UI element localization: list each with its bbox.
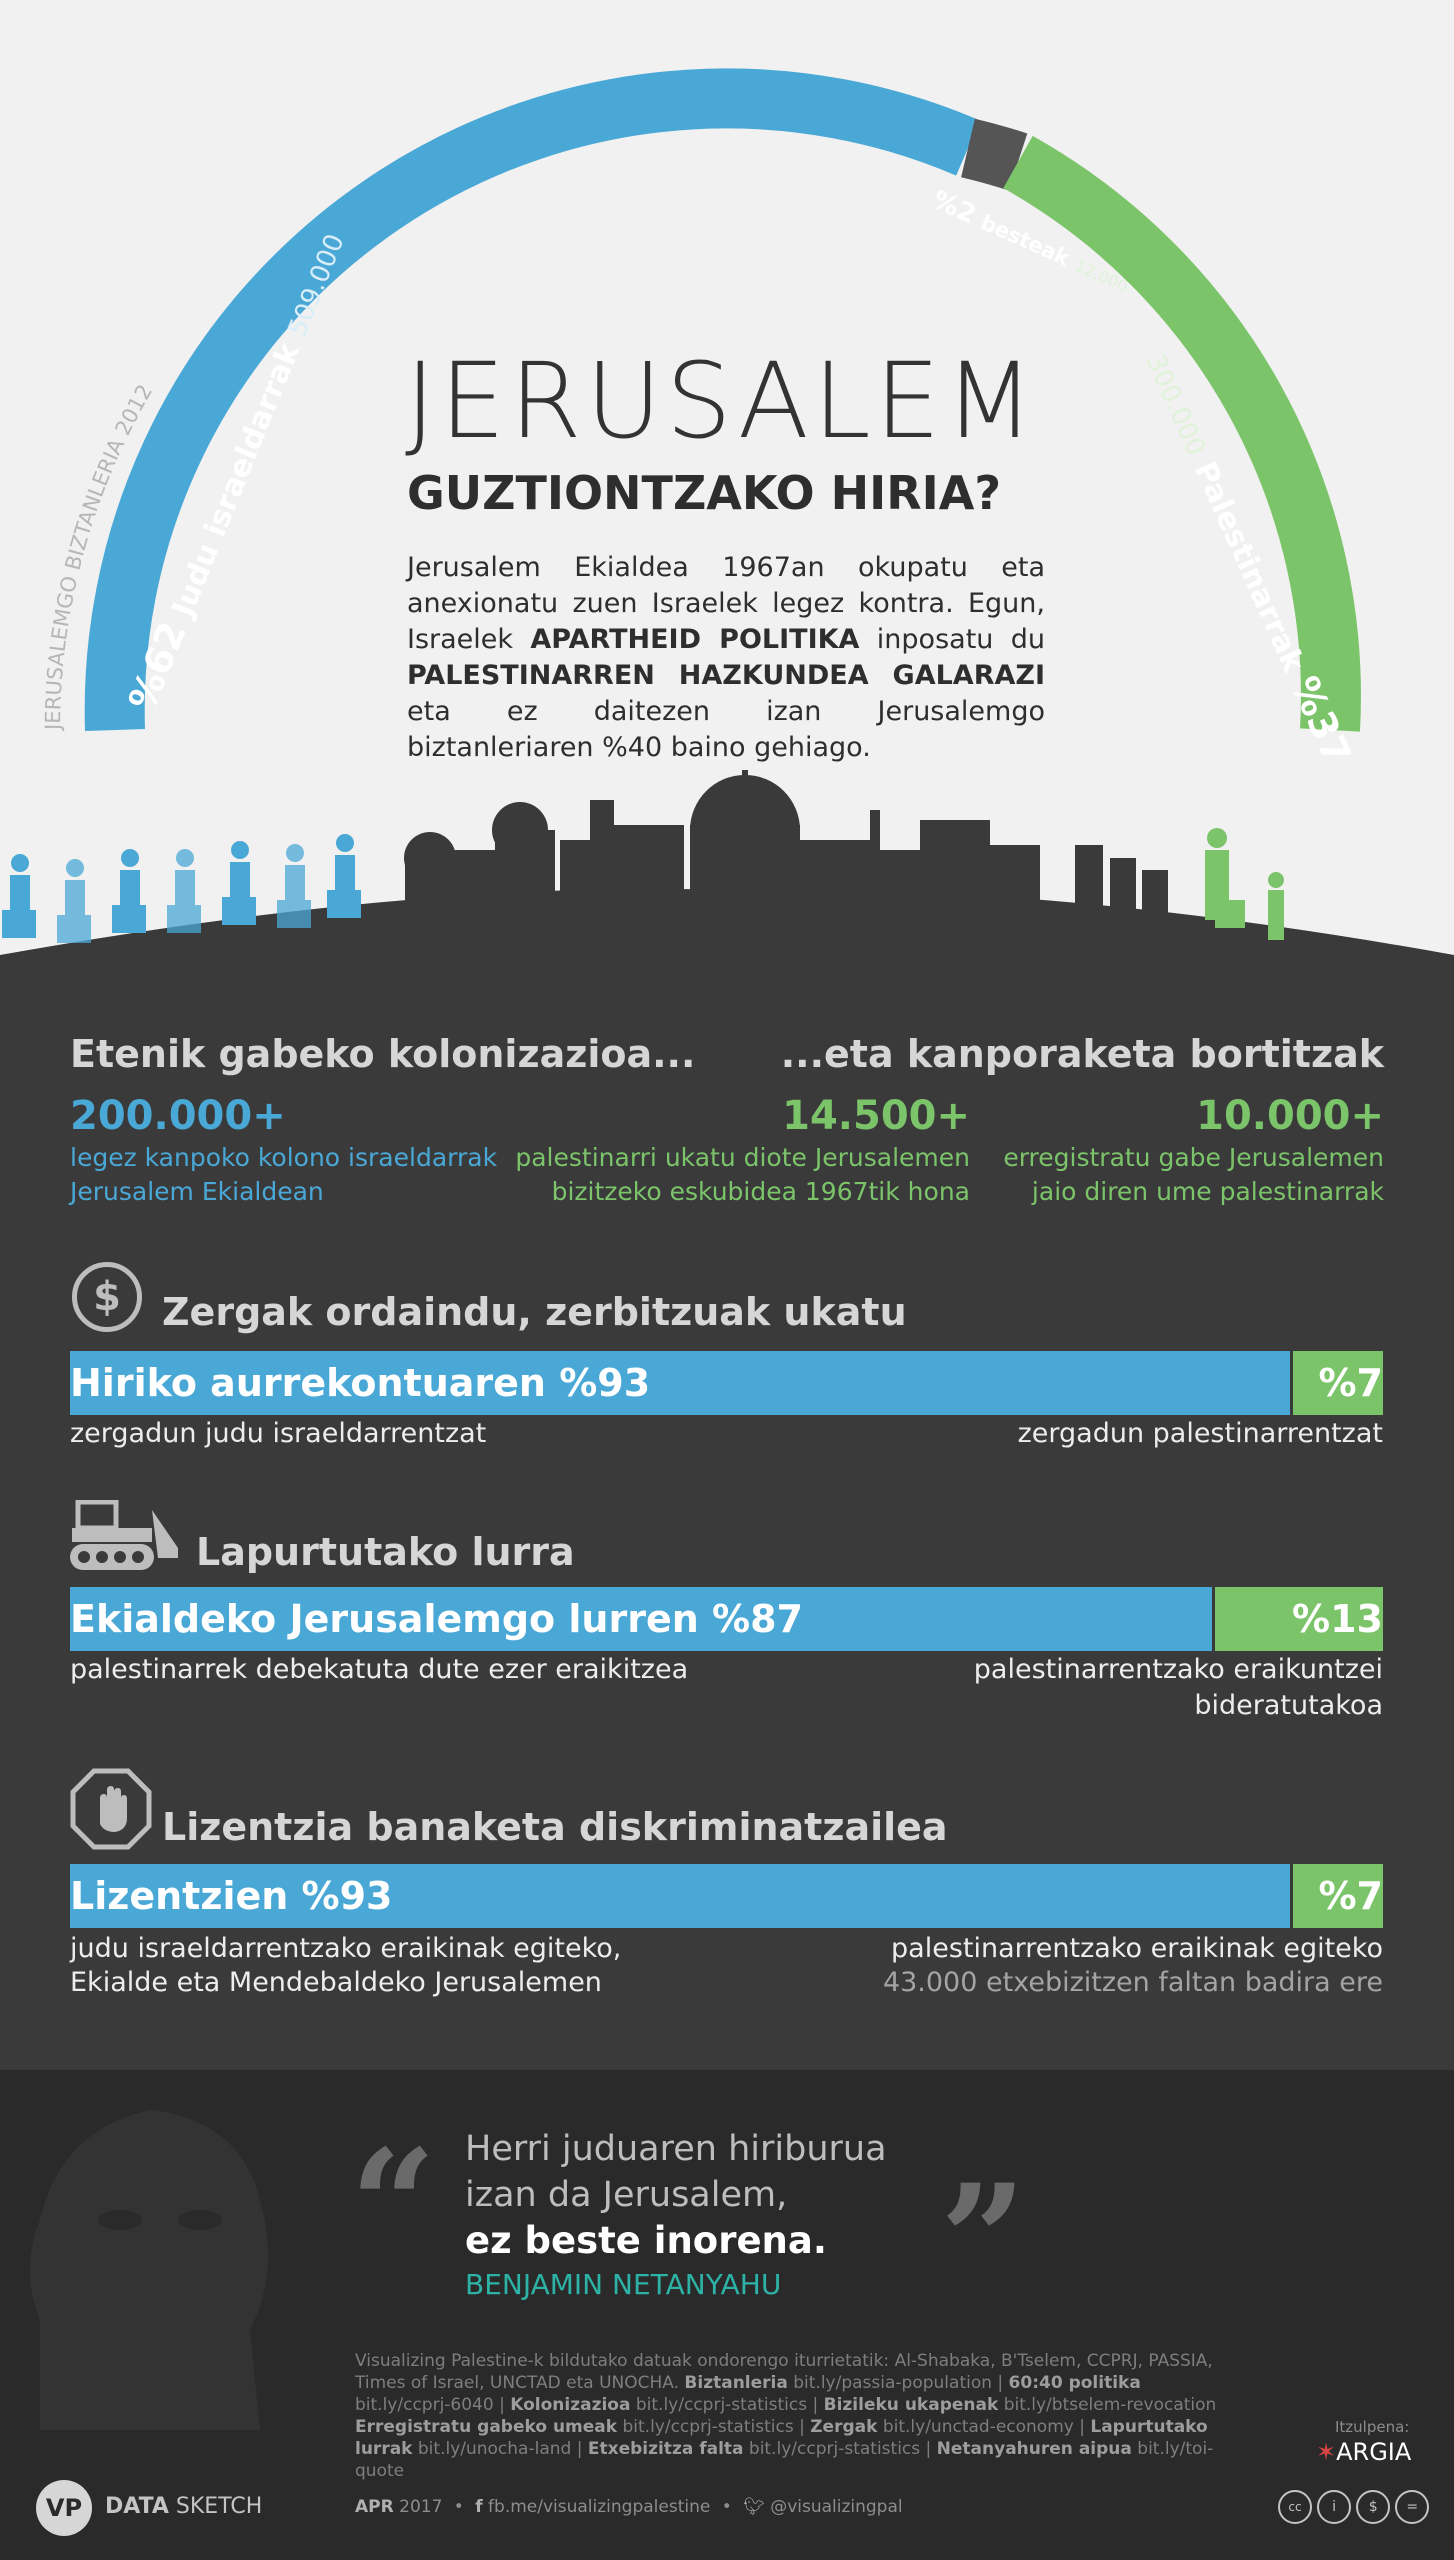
stat-residency-line1: palestinarri ukatu diote Jerusalemen [515, 1143, 970, 1172]
stat-settlers-line2: Jerusalem Ekialdean [70, 1177, 324, 1206]
top-section [0, 0, 1454, 1060]
quote-author: BENJAMIN NETANYAHU [465, 2268, 782, 2301]
stat-settlers-value: 200.000+ [70, 1093, 286, 1139]
nd-icon: = [1395, 2490, 1429, 2524]
data-sketch-brand: DATA SKETCH [105, 2494, 263, 2519]
arc-left-label: %62 Judu israeldarrak 509.000 [120, 229, 351, 717]
publication-info: APR 2017 • f fb.me/visualizingpalestine • 🐦︎ @visualizingpal [355, 2497, 903, 2517]
open-quote-icon: “ [350, 2117, 437, 2293]
facebook-link[interactable]: fb.me/visualizingpalestine [488, 2497, 711, 2517]
palestinian-figures [1205, 828, 1284, 940]
argia-logo: ✶ARGIA [1316, 2438, 1412, 2466]
stat-children-value: 10.000+ [1196, 1093, 1384, 1139]
permits-right-caption1: palestinarrentzako eraikinak egiteko [891, 1933, 1383, 1964]
colonization-heading: Etenik gabeko kolonizazioa... [70, 1032, 696, 1076]
land-bar-label: Ekialdeko Jerusalemgo lurren %87 [70, 1597, 803, 1641]
quote-line1: Herri juduaren hiriburua [465, 2129, 887, 2169]
cc-license-icons [1278, 2490, 1429, 2524]
settlers-figures [2, 834, 361, 943]
stat-settlers-line1: legez kanpoko kolono israeldarrak [70, 1143, 498, 1172]
stat-children-line1: erregistratu gabe Jerusalemen [1003, 1143, 1384, 1172]
cc-icon: cc [1278, 2490, 1312, 2524]
land-heading: Lapurtutako lurra [196, 1530, 575, 1574]
page-title: JERUSALEM [405, 340, 1039, 462]
permits-left-caption1: judu israeldarrentzako eraikinak egiteko, [70, 1933, 622, 1964]
quote-line2: izan da Jerusalem, [465, 2175, 788, 2215]
stat-residency-line2: bizitzeko eskubidea 1967tik hona [551, 1177, 970, 1206]
stat-residency-value: 14.500+ [782, 1093, 970, 1139]
intro-paragraph: Jerusalem Ekialdea 1967an okupatu eta anexionatu zuen Israelek legez kontra. Egun, Israelek APARTHEID POLITIKA inposatu du PALESTINARREN HAZKUNDEA GALARAZI eta ez daitezen izan Jerusalemgo biztanleriaren %40 baino gehiago. [407, 552, 1045, 763]
vp-logo: VP [36, 2480, 92, 2536]
arc-right-label: 300.000 Palestinarrak %37 [1139, 349, 1360, 771]
by-icon: i [1317, 2490, 1351, 2524]
land-small-label: %13 [1292, 1597, 1383, 1641]
permits-bar-label: Lizentzien %93 [70, 1874, 393, 1918]
permits-left-caption2: Ekialde eta Mendebaldeko Jerusalemen [70, 1967, 602, 1998]
close-quote-icon: ” [940, 2152, 1027, 2328]
taxes-small-label: %7 [1318, 1361, 1383, 1405]
bulldozer-icon [70, 1500, 180, 1572]
translation-label: Itzulpena: [1335, 2418, 1410, 2436]
permits-right-caption2: 43.000 etxebizitzen faltan badira ere [882, 1967, 1383, 1998]
stat-children-line2: jaio diren ume palestinarrak [1031, 1177, 1384, 1206]
portrait-silhouette [0, 2070, 330, 2430]
taxes-heading: Zergak ordaindu, zerbitzuak ukatu [162, 1290, 907, 1334]
taxes-left-caption: zergadun judu israeldarrentzat [70, 1418, 487, 1449]
arc-side-label: JERUSALEMGO BIZTANLERIA 2012 [40, 380, 158, 731]
nc-icon: $ [1356, 2490, 1390, 2524]
page-subtitle: GUZTIONTZAKO HIRIA? [407, 466, 1002, 520]
arc-mid-label: %2 besteak 12.000 [927, 185, 1131, 297]
land-right-caption1: palestinarrentzako eraikuntzei [973, 1654, 1383, 1685]
twitter-icon: 🐦︎ [743, 2497, 765, 2517]
arc-segment-other [968, 148, 1018, 162]
land-right-caption2: bideratutakoa [1194, 1690, 1383, 1721]
facebook-icon: f [475, 2497, 483, 2517]
permits-small-label: %7 [1318, 1874, 1383, 1918]
expulsion-heading: ...eta kanporaketa bortitzak [780, 1032, 1384, 1076]
dollar-coin-icon: $ [72, 1262, 142, 1332]
taxes-bar-label: Hiriko aurrekontuaren %93 [70, 1361, 651, 1405]
sources-block: Visualizing Palestine-k bildutako datuak ondorengo iturrietatik: Al-Shabaka, B'Tselem, CCPRJ, PASSIA, Times of Israel, UNCTAD eta UNOCHA. Biztanleria bit.ly/passia-population | 60:40 politika bit.ly/ccprj-6040 | Kolonizazioa bit.ly/ccprj-statistics | Bizileku ukapenak bit.ly/btselem-revocation Erregistratu gabeko umeak bit.ly/ccprj-statistics | Zergak bit.ly/unctad-economy | Lapurtutako lurrak bit.ly/unocha-land | Etxebizitza falta bit.ly/ccprj-statistics | Netanyahuren aipua bit.ly/toi-quote [355, 2351, 1217, 2481]
stop-hand-icon [70, 1768, 152, 1850]
quote-line3: ez beste inorena. [465, 2219, 827, 2262]
permits-heading: Lizentzia banaketa diskriminatzailea [162, 1805, 948, 1849]
land-left-caption: palestinarrek debekatuta dute ezer eraikitzea [70, 1654, 689, 1685]
twitter-link[interactable]: @visualizingpal [770, 2497, 903, 2517]
taxes-right-caption: zergadun palestinarrentzat [1017, 1418, 1383, 1449]
